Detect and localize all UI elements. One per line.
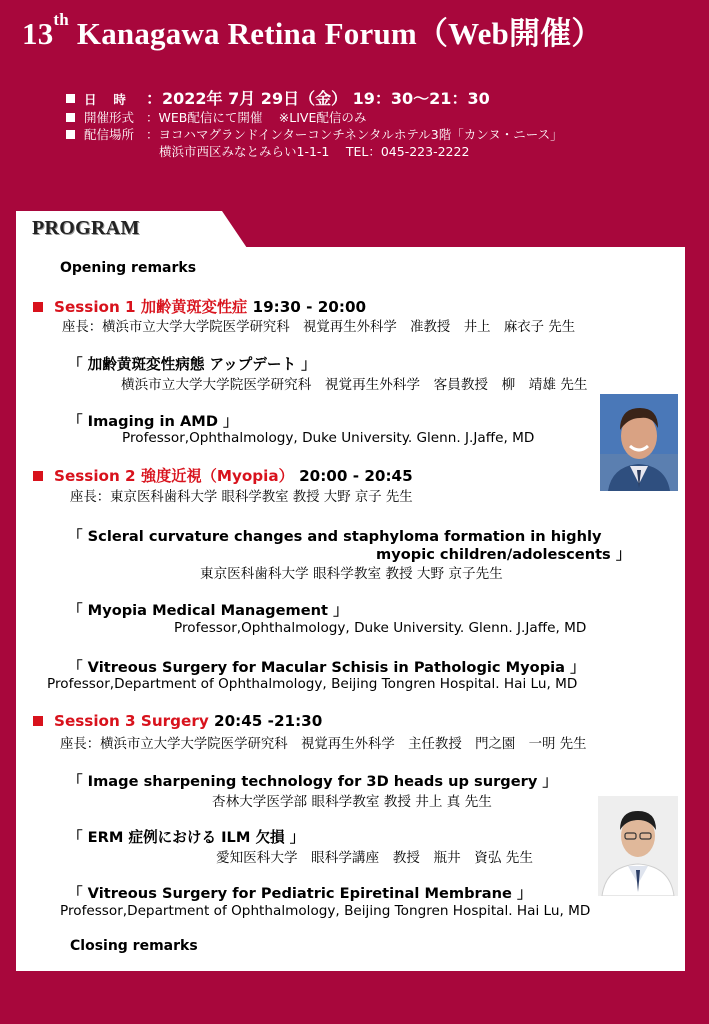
- lecture-title: 「 加齢黄斑変性病態 アップデート 」: [68, 356, 316, 373]
- lecture-speaker: Professor,Ophthalmology, Duke University. Glenn. J.Jaffe, MD: [122, 430, 535, 446]
- lecture-title: 「 Myopia Medical Management 」: [68, 602, 348, 619]
- session-3-chair: 座長：横浜市立大学大学院医学研究科 視覚再生外科学 主任教授 門之園 一明 先生: [60, 737, 587, 752]
- speaker-photo-jaffe: [600, 394, 678, 491]
- session-2-header: Session 2 強度近視（Myopia） 20:00 - 20:45: [33, 465, 413, 486]
- lecture-speaker: 横浜市立大学大学院医学研究科 視覚再生外科学 客員教授 柳 靖雄 先生: [121, 377, 588, 393]
- closing-remarks: Closing remarks: [70, 938, 198, 954]
- session-3-header: Session 3 Surgery 20:45 -21:30: [33, 712, 322, 730]
- program-heading: PROGRAM: [32, 217, 140, 239]
- lecture-title: 「 Vitreous Surgery for Macular Schisis in Pathologic Myopia 」: [68, 659, 585, 676]
- lecture-title-continued: myopic children/adolescents 」: [376, 546, 631, 563]
- session-1-chair: 座長：横浜市立大学大学院医学研究科 視覚再生外科学 准教授 井上 麻衣子 先生: [62, 320, 576, 335]
- session-2-chair: 座長：東京医科歯科大学 眼科学教室 教授 大野 京子 先生: [70, 490, 413, 505]
- speaker-photo-kamei: [598, 796, 678, 896]
- event-address: 横浜市西区みなとみらい1-1-1 TEL：045-223-2222: [159, 144, 470, 159]
- lecture-speaker: 愛知医科大学 眼科学講座 教授 瓶井 資弘 先生: [216, 850, 533, 866]
- session-1-header: Session 1 加齢黄斑変性症 19:30 - 20:00: [33, 296, 366, 317]
- lecture-speaker: Professor,Department of Ophthalmology, Beijing Tongren Hospital. Hai Lu, MD: [47, 676, 578, 692]
- lecture-speaker: Professor,Department of Ophthalmology, Beijing Tongren Hospital. Hai Lu, MD: [60, 903, 591, 919]
- lecture-speaker: Professor,Ophthalmology, Duke University. Glenn. J.Jaffe, MD: [174, 620, 587, 636]
- lecture-title: 「 Scleral curvature changes and staphyloma formation in highly: [68, 528, 602, 545]
- lecture-speaker: 杏林大学医学部 眼科学教室 教授 井上 真 先生: [212, 794, 492, 810]
- bullet-square-icon: [33, 716, 43, 726]
- lecture-speaker: 東京医科歯科大学 眼科学教室 教授 大野 京子先生: [200, 566, 503, 582]
- event-format: 開催形式 ：WEB配信にて開催 ※LIVE配信のみ: [66, 108, 366, 126]
- lecture-title: 「 Vitreous Surgery for Pediatric Epiretinal Membrane 」: [68, 885, 532, 902]
- event-venue: 配信場所 ：ヨコハマグランドインターコンチネンタルホテル3階「カンヌ・ニース」: [66, 125, 563, 143]
- opening-remarks: Opening remarks: [60, 260, 197, 276]
- page-title: 13th Kanagawa Retina Forum（Web開催）: [22, 10, 603, 51]
- bullet-square-icon: [66, 130, 75, 139]
- event-date: 日 時 ：2022年 7月 29日（金） 19：30〜21：30: [66, 86, 490, 109]
- lecture-title: 「 Image sharpening technology for 3D heads up surgery 」: [68, 773, 558, 790]
- lecture-title: 「 Imaging in AMD 」: [68, 413, 238, 430]
- bullet-square-icon: [66, 94, 75, 103]
- bullet-square-icon: [33, 302, 43, 312]
- bullet-square-icon: [66, 113, 75, 122]
- lecture-title: 「 ERM 症例における ILM 欠損 」: [68, 829, 305, 846]
- bullet-square-icon: [33, 471, 43, 481]
